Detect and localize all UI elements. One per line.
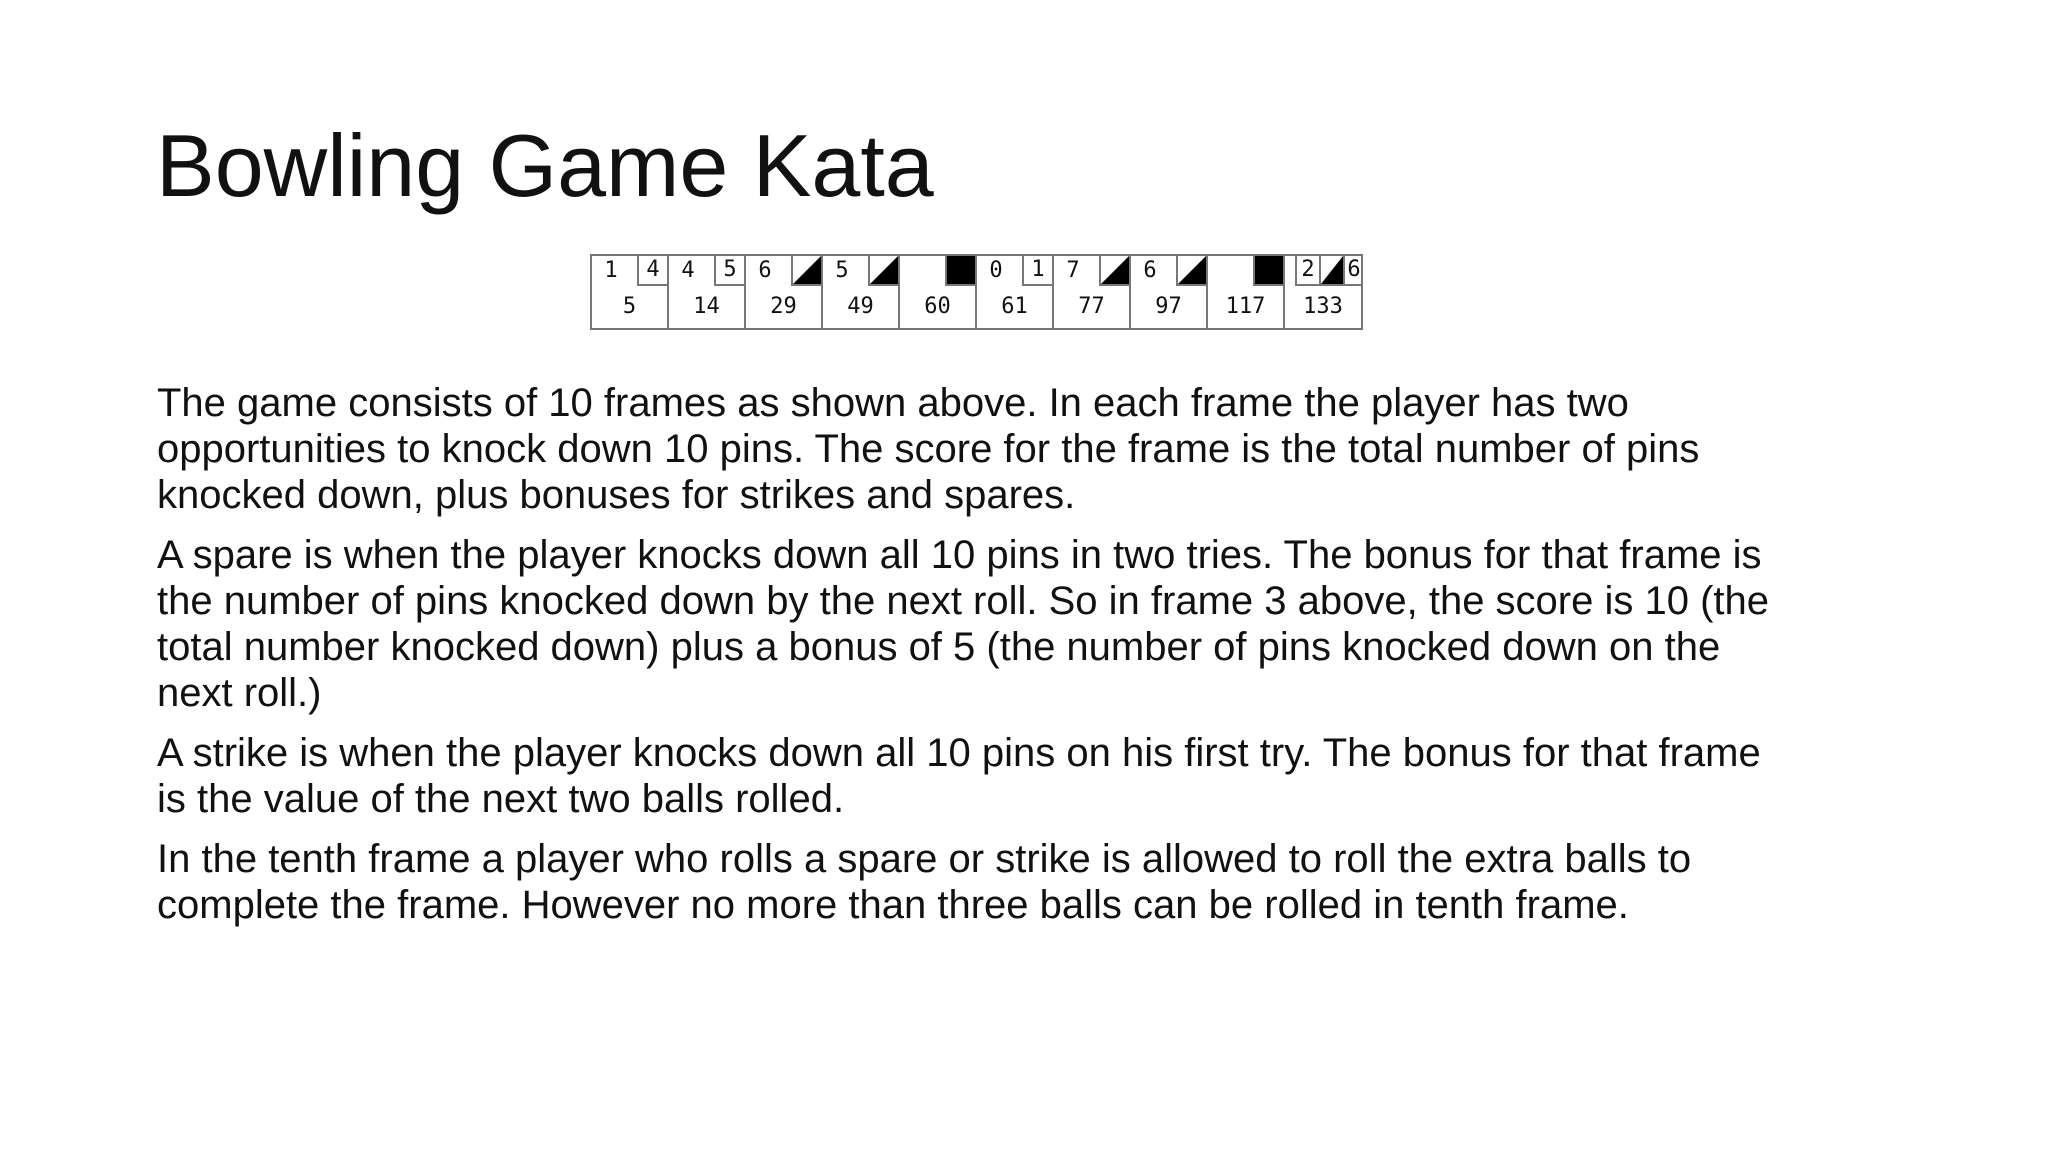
score-frame-1 (592, 256, 669, 328)
frame-6-roll-2: 1 (1022, 256, 1052, 286)
paragraph-line: opportunities to knock down 10 pins. The score for the frame is the total number of pins (157, 427, 1700, 471)
paragraph-line: knocked down, plus bonuses for strikes and spares. (157, 473, 1076, 517)
score-frame-5 (900, 256, 977, 328)
frame-4-roll-1: 5 (835, 258, 849, 283)
frame-1-roll-2: 4 (637, 256, 667, 286)
frame-1-total: 5 (622, 294, 637, 319)
paragraph-tenth-frame (157, 836, 1937, 928)
spare-mark-icon (1321, 256, 1343, 284)
paragraph-strike (157, 730, 1937, 822)
frame-3-roll-1: 6 (758, 258, 772, 283)
score-frame-6 (977, 256, 1054, 328)
frame-8-roll-1: 6 (1143, 258, 1157, 283)
frame-6-roll-1: 0 (989, 258, 1003, 283)
frame-8-roll-2 (1176, 256, 1206, 286)
frame-10-roll-3: 6 (1343, 256, 1363, 286)
frame-9-total: 117 (1225, 294, 1266, 319)
frame-7-roll-1: 7 (1066, 258, 1080, 283)
frame-8-total: 97 (1155, 294, 1182, 319)
frame-4-roll-2 (868, 256, 898, 286)
paragraph-line: complete the frame. However no more than three balls can be rolled in tenth frame. (157, 883, 1629, 927)
paragraph-line: The game consists of 10 frames as shown above. In each frame the player has two (157, 381, 1629, 425)
frame-5-total: 60 (924, 294, 951, 319)
frame-2-total: 14 (693, 294, 720, 319)
paragraph-frames (157, 380, 1937, 518)
score-frame-3 (746, 256, 823, 328)
score-frame-9 (1208, 256, 1285, 328)
score-frame-2 (669, 256, 746, 328)
paragraph-line: total number knocked down) plus a bonus of 5 (the number of pins knocked down on the (157, 625, 1721, 669)
paragraph-line: In the tenth frame a player who rolls a spare or strike is allowed to roll the extra balls to (157, 837, 1692, 881)
score-frame-7 (1054, 256, 1131, 328)
spare-mark-icon (1178, 256, 1206, 284)
frame-10-total: 133 (1303, 294, 1343, 319)
spare-mark-icon (793, 256, 821, 284)
score-frame-10 (1285, 256, 1363, 328)
frame-2-roll-2: 5 (714, 256, 744, 286)
frame-2-roll-1: 4 (681, 258, 695, 283)
slide-body (157, 380, 1937, 942)
bowling-scorecard (590, 254, 1363, 330)
frame-5-roll-1 (902, 256, 936, 286)
strike-mark-icon (947, 256, 975, 284)
frame-7-total: 77 (1078, 294, 1105, 319)
frame-5-roll-2 (945, 256, 975, 286)
paragraph-line: the number of pins knocked down by the next roll. So in frame 3 above, the score is 10 (the (157, 579, 1770, 623)
frame-3-roll-2 (791, 256, 821, 286)
paragraph-line: is the value of the next two balls rolled. (157, 777, 845, 821)
frame-10-roll-1: 2 (1295, 256, 1319, 286)
frame-9-roll-2 (1253, 256, 1283, 286)
frame-4-total: 49 (847, 294, 874, 319)
strike-mark-icon (1255, 256, 1283, 284)
paragraph-line: A spare is when the player knocks down all 10 pins in two tries. The bonus for that frame is (157, 533, 1762, 577)
frame-3-total: 29 (770, 294, 797, 319)
paragraph-spare (157, 532, 1937, 716)
frame-9-roll-1 (1210, 256, 1244, 286)
score-frame-8 (1131, 256, 1208, 328)
frame-7-roll-2 (1099, 256, 1129, 286)
paragraph-line: next roll.) (157, 671, 322, 715)
paragraph-line: A strike is when the player knocks down all 10 pins on his first try. The bonus for that frame (157, 731, 1761, 775)
frame-1-roll-1: 1 (604, 258, 618, 283)
frame-10-roll-2 (1319, 256, 1343, 286)
score-frame-4 (823, 256, 900, 328)
frame-6-total: 61 (1001, 294, 1028, 319)
spare-mark-icon (1101, 256, 1129, 284)
spare-mark-icon (870, 256, 898, 284)
slide-title: Bowling Game Kata (156, 116, 934, 215)
